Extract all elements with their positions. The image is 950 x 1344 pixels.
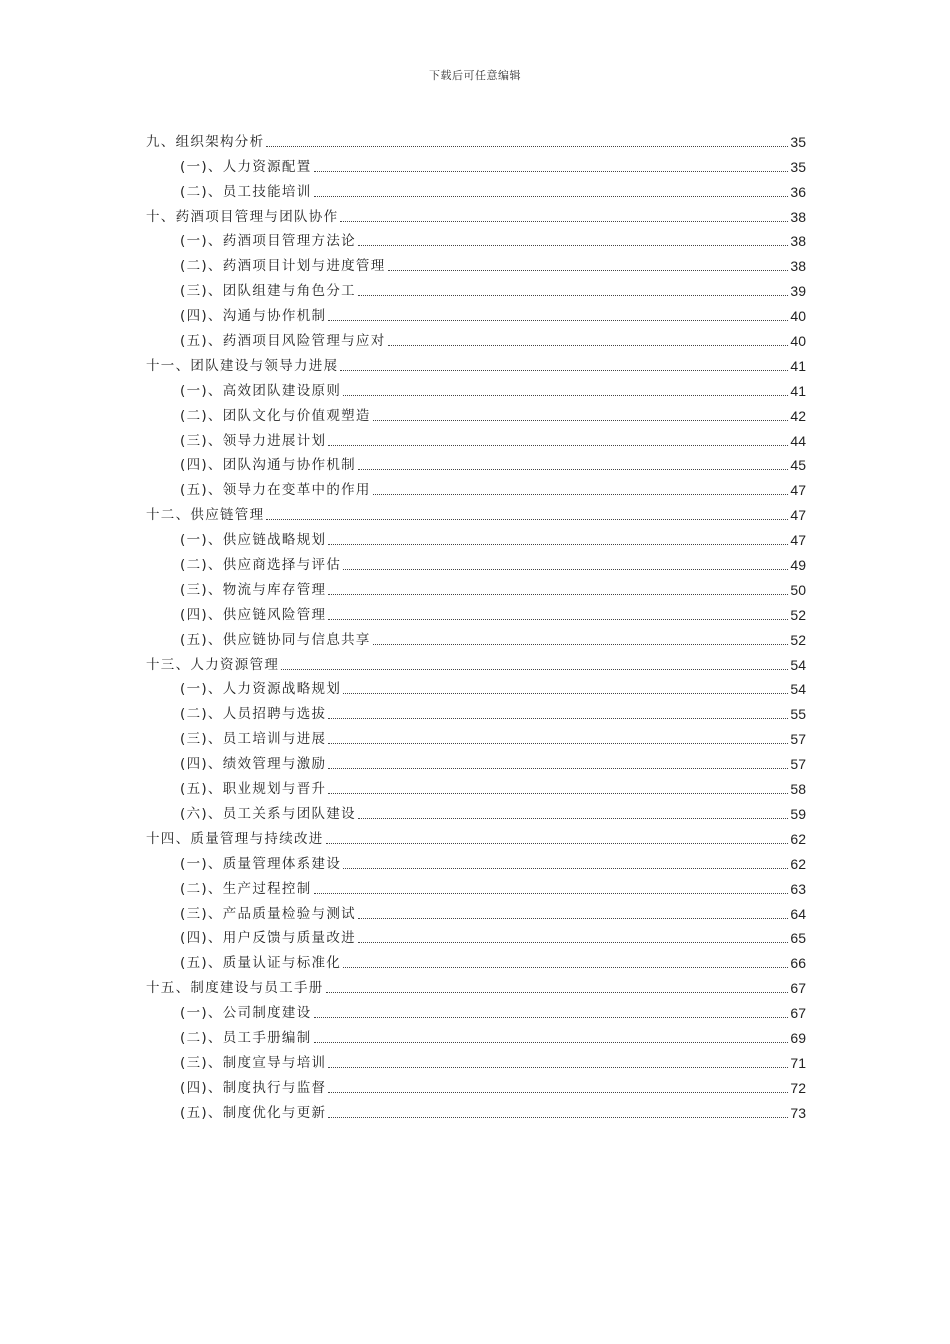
toc-entry-label: (一)、药酒项目管理方法论 (180, 233, 356, 250)
toc-section-entry[interactable] (146, 226, 806, 251)
toc-dot-leader (343, 868, 788, 869)
toc-page-number: 38 (790, 208, 806, 225)
toc-page-number: 44 (790, 432, 806, 449)
toc-chapter-entry[interactable] (146, 823, 806, 848)
toc-entry-label: 十一、团队建设与领导力进展 (146, 357, 339, 374)
toc-chapter-entry[interactable] (146, 649, 806, 674)
toc-chapter-entry[interactable] (146, 126, 806, 151)
toc-section-entry[interactable] (146, 698, 806, 723)
toc-section-entry[interactable] (146, 474, 806, 499)
toc-page-number: 45 (790, 457, 806, 474)
toc-page-number: 73 (790, 1104, 806, 1121)
toc-page-number: 67 (790, 980, 806, 997)
toc-section-entry[interactable] (146, 947, 806, 972)
toc-dot-leader (358, 918, 788, 919)
toc-section-entry[interactable] (146, 1072, 806, 1097)
toc-entry-label: (二)、团队文化与价值观塑造 (180, 407, 371, 424)
toc-section-entry[interactable] (146, 748, 806, 773)
toc-page-number: 57 (790, 756, 806, 773)
toc-entry-label: 九、组织架构分析 (146, 133, 265, 150)
toc-entry-label: (二)、员工技能培训 (180, 183, 312, 200)
toc-dot-leader (343, 967, 788, 968)
toc-entry-label: (四)、供应链风险管理 (180, 606, 327, 623)
page-header: 下载后可任意编辑 (429, 69, 521, 82)
toc-dot-leader (328, 1067, 788, 1068)
toc-section-entry[interactable] (146, 1097, 806, 1122)
toc-page-number: 72 (790, 1079, 806, 1096)
toc-dot-leader (343, 693, 788, 694)
toc-dot-leader (328, 793, 788, 794)
toc-entry-label: 十、药酒项目管理与团队协作 (146, 208, 339, 225)
toc-entry-label: (三)、领导力进展计划 (180, 432, 327, 449)
toc-section-entry[interactable] (146, 574, 806, 599)
toc-entry-label: 十四、质量管理与持续改进 (146, 830, 324, 847)
toc-dot-leader (314, 1017, 789, 1018)
toc-page-number: 63 (790, 880, 806, 897)
toc-chapter-entry[interactable] (146, 201, 806, 226)
toc-dot-leader (328, 320, 788, 321)
toc-page-number: 69 (790, 1029, 806, 1046)
toc-page-number: 41 (790, 382, 806, 399)
toc-dot-leader (373, 644, 789, 645)
toc-entry-label: (五)、药酒项目风险管理与应对 (180, 333, 386, 350)
toc-dot-leader (266, 146, 788, 147)
toc-dot-leader (328, 445, 788, 446)
toc-entry-label: 十五、制度建设与员工手册 (146, 980, 324, 997)
toc-page-number: 62 (790, 855, 806, 872)
toc-page-number: 42 (790, 407, 806, 424)
toc-dot-leader (343, 395, 788, 396)
toc-page-number: 62 (790, 830, 806, 847)
toc-dot-leader (314, 1042, 789, 1043)
toc-section-entry[interactable] (146, 674, 806, 699)
toc-page-number: 52 (790, 606, 806, 623)
toc-section-entry[interactable] (146, 275, 806, 300)
toc-dot-leader (340, 221, 788, 222)
toc-dot-leader (314, 196, 789, 197)
toc-entry-label: (五)、质量认证与标准化 (180, 955, 342, 972)
toc-page-number: 71 (790, 1054, 806, 1071)
toc-section-entry[interactable] (146, 400, 806, 425)
toc-dot-leader (328, 619, 788, 620)
toc-section-entry[interactable] (146, 549, 806, 574)
toc-dot-leader (314, 893, 789, 894)
toc-entry-label: (三)、制度宣导与培训 (180, 1054, 327, 1071)
toc-entry-label: (一)、高效团队建设原则 (180, 382, 342, 399)
toc-entry-label: (四)、沟通与协作机制 (180, 308, 327, 325)
toc-dot-leader (340, 370, 788, 371)
toc-entry-label: (二)、人员招聘与选拔 (180, 706, 327, 723)
toc-page-number: 49 (790, 557, 806, 574)
toc-section-entry[interactable] (146, 176, 806, 201)
toc-entry-label: (六)、员工关系与团队建设 (180, 805, 356, 822)
toc-section-entry[interactable] (146, 151, 806, 176)
toc-page-number: 40 (790, 333, 806, 350)
toc-section-entry[interactable] (146, 450, 806, 475)
toc-entry-label: (五)、职业规划与晋升 (180, 781, 327, 798)
toc-entry-label: (四)、用户反馈与质量改进 (180, 930, 356, 947)
toc-page-number: 52 (790, 631, 806, 648)
toc-chapter-entry[interactable] (146, 499, 806, 524)
toc-dot-leader (314, 171, 789, 172)
toc-page-number: 64 (790, 905, 806, 922)
toc-section-entry[interactable] (146, 325, 806, 350)
toc-dot-leader (281, 669, 788, 670)
toc-page-number: 47 (790, 532, 806, 549)
toc-page-number: 54 (790, 656, 806, 673)
toc-chapter-entry[interactable] (146, 972, 806, 997)
toc-section-entry[interactable] (146, 723, 806, 748)
toc-dot-leader (373, 420, 789, 421)
toc-page-number: 65 (790, 930, 806, 947)
toc-entry-label: (四)、制度执行与监督 (180, 1079, 327, 1096)
toc-section-entry[interactable] (146, 599, 806, 624)
toc-dot-leader (328, 544, 788, 545)
toc-dot-leader (328, 768, 788, 769)
toc-section-entry[interactable] (146, 425, 806, 450)
toc-entry-label: (一)、公司制度建设 (180, 1005, 312, 1022)
toc-dot-leader (326, 843, 789, 844)
toc-section-entry[interactable] (146, 300, 806, 325)
toc-section-entry[interactable] (146, 898, 806, 923)
toc-entry-label: (五)、制度优化与更新 (180, 1104, 327, 1121)
toc-entry-label: (四)、团队沟通与协作机制 (180, 457, 356, 474)
toc-entry-label: (三)、员工培训与进展 (180, 731, 327, 748)
toc-section-entry[interactable] (146, 1022, 806, 1047)
toc-entry-label: (一)、质量管理体系建设 (180, 855, 342, 872)
toc-entry-label: (二)、药酒项目计划与进度管理 (180, 258, 386, 275)
toc-section-entry[interactable] (146, 798, 806, 823)
toc-page-number: 58 (790, 781, 806, 798)
toc-section-entry[interactable] (146, 1047, 806, 1072)
toc-entry-label: (二)、生产过程控制 (180, 880, 312, 897)
toc-entry-label: (三)、团队组建与角色分工 (180, 283, 356, 300)
toc-page-number: 66 (790, 955, 806, 972)
toc-page-number: 67 (790, 1005, 806, 1022)
toc-section-entry[interactable] (146, 848, 806, 873)
toc-dot-leader (358, 469, 788, 470)
toc-page-number: 47 (790, 482, 806, 499)
toc-page-number: 54 (790, 681, 806, 698)
toc-page-number: 38 (790, 258, 806, 275)
toc-dot-leader (388, 270, 789, 271)
toc-page-number: 35 (790, 158, 806, 175)
toc-dot-leader (328, 718, 788, 719)
toc-entry-label: 十二、供应链管理 (146, 507, 265, 524)
toc-chapter-entry[interactable] (146, 350, 806, 375)
toc-page-number: 47 (790, 507, 806, 524)
toc-page-number: 40 (790, 308, 806, 325)
toc-section-entry[interactable] (146, 624, 806, 649)
toc-entry-label: (三)、物流与库存管理 (180, 581, 327, 598)
toc-page-number: 35 (790, 133, 806, 150)
toc-entry-label: (三)、产品质量检验与测试 (180, 905, 356, 922)
toc-dot-leader (358, 942, 788, 943)
toc-section-entry[interactable] (146, 375, 806, 400)
toc-entry-label: (四)、绩效管理与激励 (180, 756, 327, 773)
toc-dot-leader (328, 1117, 788, 1118)
toc-dot-leader (328, 594, 788, 595)
toc-section-entry[interactable] (146, 773, 806, 798)
toc-dot-leader (328, 1092, 788, 1093)
toc-entry-label: 十三、人力资源管理 (146, 656, 280, 673)
toc-entry-label: (一)、供应链战略规划 (180, 532, 327, 549)
toc-entry-label: (五)、供应链协同与信息共享 (180, 631, 371, 648)
toc-entry-label: (二)、员工手册编制 (180, 1029, 312, 1046)
toc-dot-leader (326, 992, 789, 993)
toc-dot-leader (358, 818, 788, 819)
toc-page-number: 50 (790, 581, 806, 598)
toc-page-number: 59 (790, 805, 806, 822)
table-of-contents (146, 126, 806, 1122)
toc-dot-leader (266, 519, 788, 520)
toc-page-number: 39 (790, 283, 806, 300)
toc-section-entry[interactable] (146, 524, 806, 549)
toc-section-entry[interactable] (146, 923, 806, 948)
toc-page-number: 55 (790, 706, 806, 723)
toc-section-entry[interactable] (146, 997, 806, 1022)
toc-dot-leader (343, 569, 788, 570)
toc-entry-label: (一)、人力资源配置 (180, 158, 312, 175)
toc-page-number: 57 (790, 731, 806, 748)
toc-page-number: 36 (790, 183, 806, 200)
toc-dot-leader (328, 743, 788, 744)
toc-section-entry[interactable] (146, 250, 806, 275)
toc-page-number: 38 (790, 233, 806, 250)
toc-dot-leader (358, 245, 788, 246)
toc-dot-leader (373, 494, 789, 495)
toc-entry-label: (二)、供应商选择与评估 (180, 557, 342, 574)
toc-entry-label: (五)、领导力在变革中的作用 (180, 482, 371, 499)
toc-entry-label: (一)、人力资源战略规划 (180, 681, 342, 698)
toc-dot-leader (388, 345, 789, 346)
toc-dot-leader (358, 295, 788, 296)
toc-page-number: 41 (790, 357, 806, 374)
toc-section-entry[interactable] (146, 873, 806, 898)
